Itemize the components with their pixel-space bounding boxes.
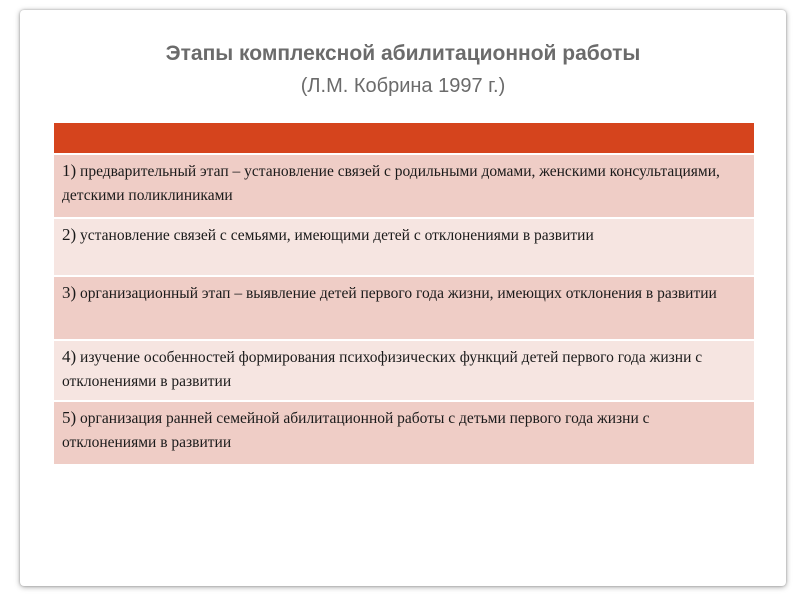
stage-number: 3) — [62, 283, 77, 302]
stage-cell-2 — [54, 218, 754, 276]
table-header-cell — [54, 123, 754, 154]
stage-number: 5) — [62, 408, 77, 427]
stage-cell-4 — [54, 340, 754, 401]
stage-cell-5 — [54, 401, 754, 465]
stage-cell-1 — [54, 154, 754, 218]
stage-text: предварительный этап – установление связей с родильными домами, женскими консультациями, детскими поликлиниками — [62, 163, 720, 204]
table-row — [54, 154, 754, 218]
slide-title: Этапы комплексной абилитационной работы — [165, 42, 641, 65]
slide-title-block — [20, 38, 786, 102]
slide-frame — [20, 10, 786, 586]
stage-number: 1) — [62, 161, 77, 180]
stage-cell-3 — [54, 276, 754, 340]
stage-number: 4) — [62, 347, 77, 366]
stages-table — [54, 123, 754, 466]
stage-text: организация ранней семейной абилитационной работы с детьми первого года жизни с отклонениями в развитии — [62, 410, 650, 451]
table-row — [54, 276, 754, 340]
stage-text: организационный этап – выявление детей первого года жизни, имеющих отклонения в развитии — [76, 285, 717, 302]
table-row — [54, 340, 754, 401]
table-row — [54, 218, 754, 276]
stage-number: 2) — [62, 225, 77, 244]
stage-text: установление связей с семьями, имеющими детей с отклонениями в развитии — [76, 227, 594, 244]
table-header-row — [54, 123, 754, 154]
stage-text: изучение особенностей формирования психофизических функций детей первого года жизни с отклонениями в развитии — [62, 349, 703, 390]
table-row — [54, 401, 754, 465]
slide-subtitle: (Л.М. Кобрина 1997 г.) — [300, 75, 506, 97]
